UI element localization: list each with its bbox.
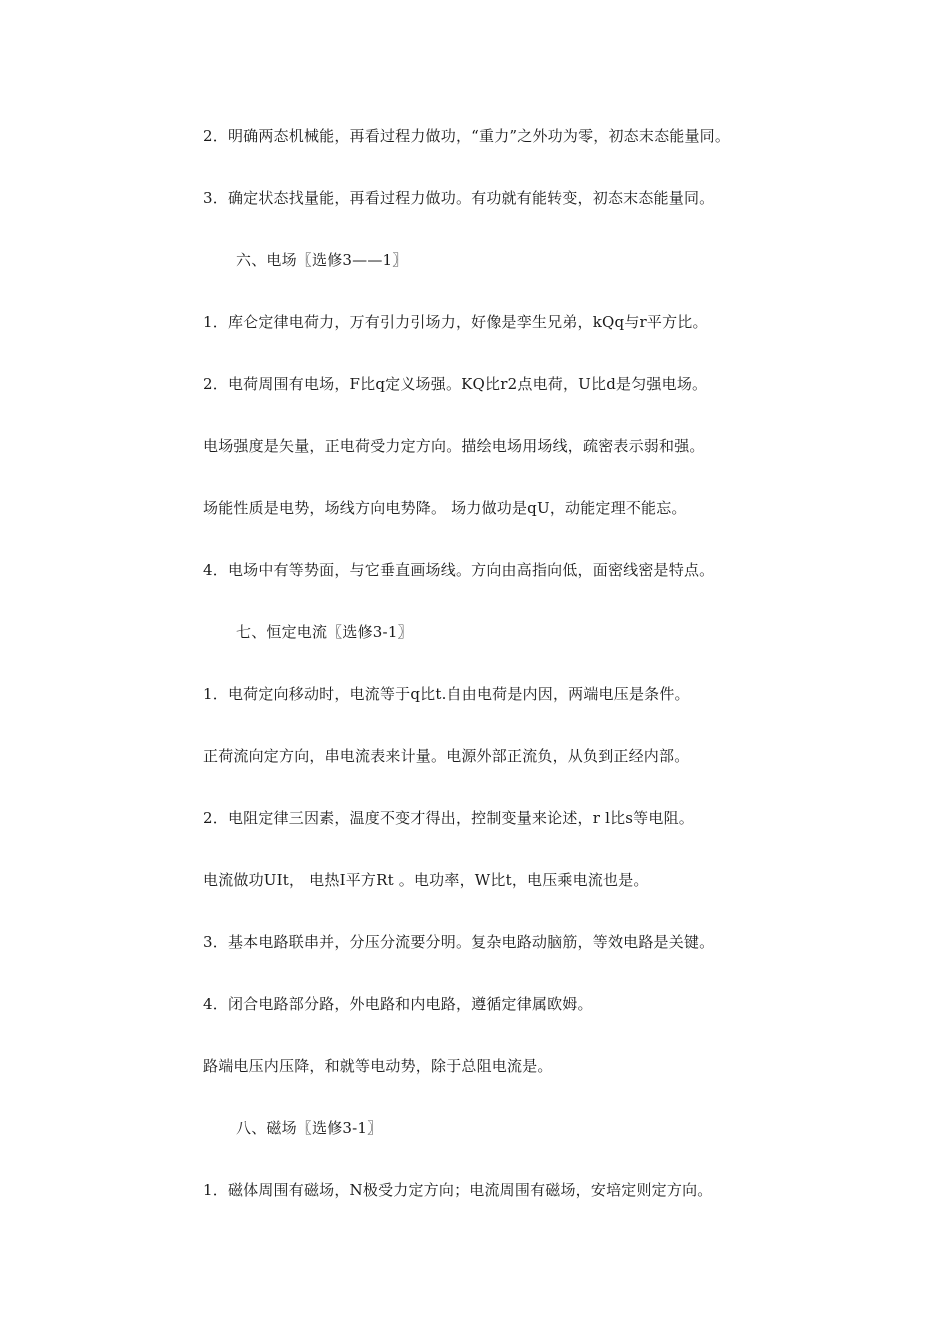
paragraph-line: 4．闭合电路部分路，外电路和内电路，遵循定律属欧姆。: [203, 995, 593, 1013]
section-heading: 八、磁场〖选修3-1〗: [236, 1119, 383, 1137]
paragraph-line: 电流做功UIt， 电热I平方Rt 。电功率，W比t，电压乘电流也是。: [203, 871, 649, 889]
paragraph-line: 1．磁体周围有磁场，N极受力定方向；电流周围有磁场，安培定则定方向。: [203, 1181, 713, 1199]
paragraph-line: 1．电荷定向移动时，电流等于q比t.自由电荷是内因，两端电压是条件。: [203, 685, 690, 703]
paragraph-line: 电场强度是矢量，正电荷受力定方向。描绘电场用场线，疏密表示弱和强。: [203, 437, 705, 455]
paragraph-line: 场能性质是电势，场线方向电势降。 场力做功是qU，动能定理不能忘。: [203, 499, 687, 517]
paragraph-line: 2．明确两态机械能，再看过程力做功，“重力”之外功为零，初态末态能量同。: [203, 127, 731, 145]
paragraph-line: 正荷流向定方向，串电流表来计量。电源外部正流负，从负到正经内部。: [203, 747, 690, 765]
paragraph-line: 4．电场中有等势面，与它垂直画场线。方向由高指向低，面密线密是特点。: [203, 561, 715, 579]
paragraph-line: 2．电荷周围有电场，F比q定义场强。KQ比r2点电荷，U比d是匀强电场。: [203, 375, 708, 393]
section-heading: 六、电场〖选修3——1〗: [236, 251, 408, 269]
section-heading: 七、恒定电流〖选修3-1〗: [236, 623, 413, 641]
paragraph-line: 3．基本电路联串并，分压分流要分明。复杂电路动脑筋，等效电路是关键。: [203, 933, 715, 951]
paragraph-line: 路端电压内压降，和就等电动势，除于总阻电流是。: [203, 1057, 553, 1075]
paragraph-line: 2．电阻定律三因素，温度不变才得出，控制变量来论述，r l比s等电阻。: [203, 809, 694, 827]
paragraph-line: 3．确定状态找量能，再看过程力做功。有功就有能转变，初态末态能量同。: [203, 189, 715, 207]
paragraph-line: 1．库仑定律电荷力，万有引力引场力，好像是孪生兄弟，kQq与r平方比。: [203, 313, 708, 331]
